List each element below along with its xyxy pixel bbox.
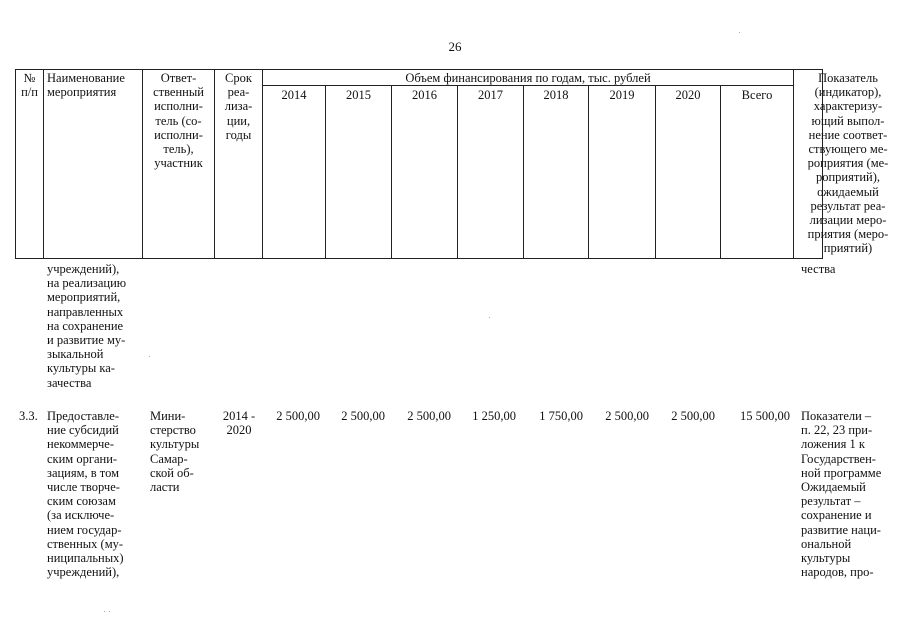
year-2014: 2014 [281,88,307,102]
value-2018: 1 750,00 [539,409,583,423]
scan-speck [104,611,105,612]
header-term: Срок реа- лиза- ции, годы [224,71,253,142]
scan-speck [149,356,150,357]
scan-speck [739,32,740,33]
vline-2018 [523,85,524,259]
header-indicator: Показатель (индикатор), характеризу- ющий выпол- нение соответ- ствующего ме- роприятия (ме- роприятий), ожидаемый результат реа- лизации меро- приятия (меро- приятий) [807,71,889,256]
year-2019: 2019 [609,88,635,102]
value-2017: 1 250,00 [472,409,516,423]
vline-2020 [655,85,656,259]
vline-name [43,69,44,259]
row-number: 3.3. [19,409,38,423]
header-number: № п/п [21,71,38,100]
value-2020: 2 500,00 [671,409,715,423]
table-top-border [15,69,823,70]
value-2019: 2 500,00 [605,409,649,423]
continuation-name: учреждений), на реализацию мероприятий, направленных на сохранение и развитие му- зыкальной культуры ка- зачества [47,262,127,390]
vline-2015 [325,85,326,259]
page-number: 26 [448,39,462,54]
vline-2017 [457,85,458,259]
year-2015: 2015 [346,88,371,102]
continuation-indicator: чества [801,262,836,276]
year-2018: 2018 [543,88,569,102]
scan-speck [109,611,110,612]
vline-2016 [391,85,392,259]
year-2016: 2016 [412,88,437,102]
header-financing: Объем финансирования по годам, тыс. рублей [405,71,651,85]
value-2014: 2 500,00 [276,409,320,423]
vline-2019 [588,85,589,259]
year-2017: 2017 [478,88,503,102]
row-indicator: Показатели – п. 22, 23 при- ложения 1 к Государствен- ной программе Ожидаемый результат – сохранение и развитие наци- ональной культуры народов, про- [801,409,882,580]
value-2016: 2 500,00 [407,409,451,423]
row-term: 2014 - 2020 [222,409,256,438]
vline-total [720,85,721,259]
row-executor: Мини- стерство культуры Самар- ской об- ласти [150,409,200,495]
scan-speck [489,317,490,318]
header-bottom-border [15,258,823,259]
header-executor: Ответ- ственный исполни- тель (со- исполни- тель), участник [153,71,204,171]
value-2015: 2 500,00 [341,409,385,423]
year-total: Всего [741,88,773,102]
row-name: Предоставле- ние субсидий некоммерче- ским органи- зациям, в том числе творче- ским союзам (за исключе- нием государ- ственных (му- ниципальных) учреждений), [47,409,124,580]
value-total: 15 500,00 [740,409,790,423]
year-2020: 2020 [675,88,701,102]
header-name: Наименование мероприятия [47,71,125,100]
